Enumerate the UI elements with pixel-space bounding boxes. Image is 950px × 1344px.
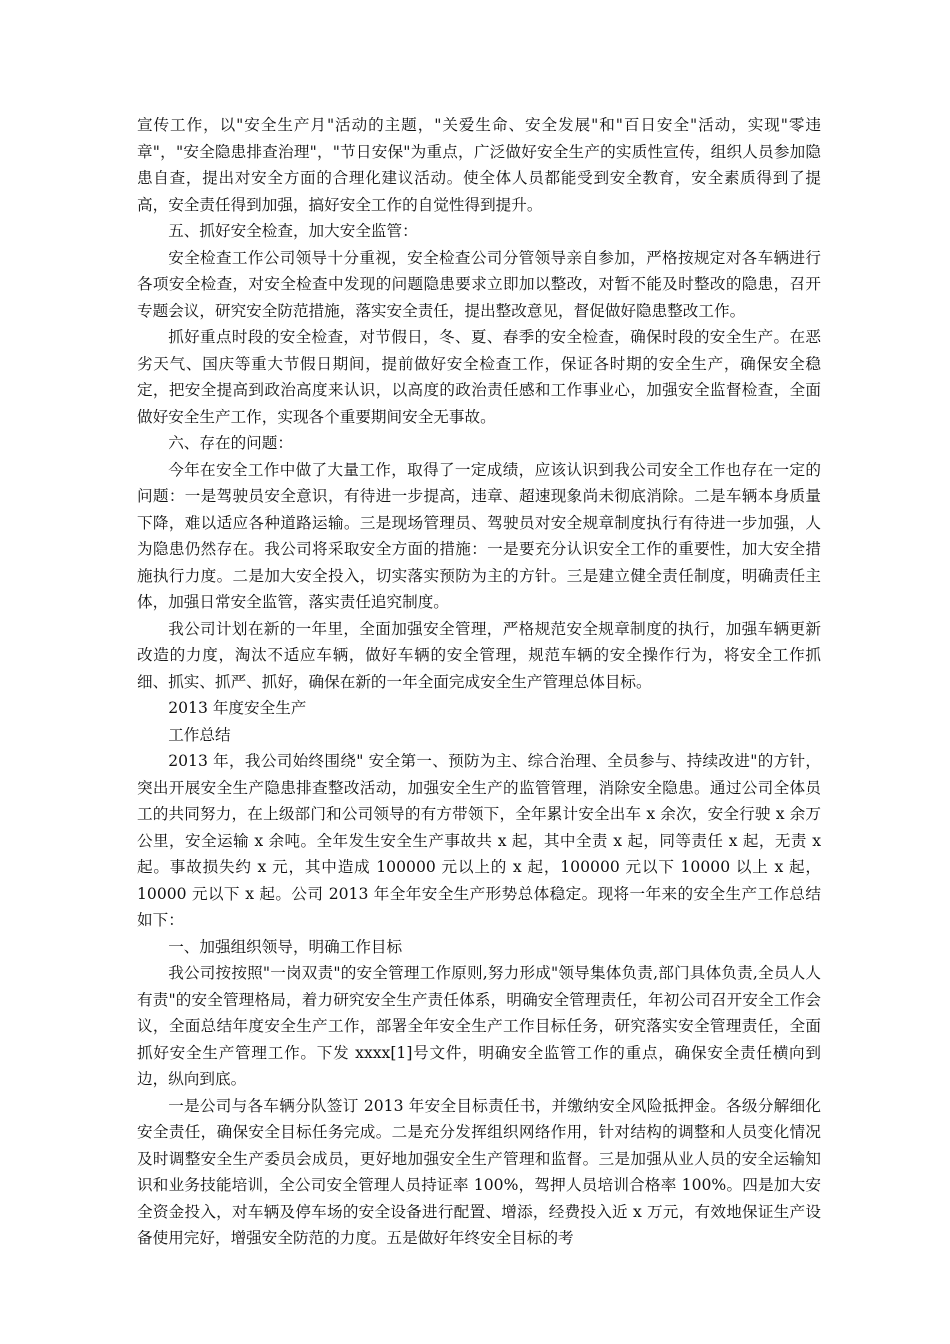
paragraph: 今年在安全工作中做了大量工作，取得了一定成绩，应该认识到我公司安全工作也存在一定的问题：一是驾驶员安全意识，有待进一步提高，违章、超速现象尚未彻底消除。二是车辆本身质量下降，难以适应各种道路运输。三是现场管理员、驾驶员对安全规章制度执行有待进一步加强，人为隐患仍然存在。我公司将采取安全方面的措施：一是要充分认识安全工作的重要性，加大安全措施执行力度。二是加大安全投入，切实落实预防为主的方针。三是建立健全责任制度，明确责任主体，加强日常安全监管，落实责任追究制度。 xyxy=(137,460,821,611)
document-title-line: 2013 年度安全生产 xyxy=(168,699,307,717)
document-title-line: 工作总结 xyxy=(168,725,231,744)
paragraph: 我公司按按照"一岗双责"的安全管理工作原则,努力形成"领导集体负责,部门具体负责,全员人人有责"的安全管理格局，着力研究安全生产责任体系，明确安全管理责任，年初公司召开安全工作会议，全面总结年度安全生产工作，部署全年安全生产工作目标任务，研究落实安全管理责任，全面抓好安全生产管理工作。下发 xxxx[1]号文件，明确安全监管工作的重点，确保安全责任横向到边，纵向到底。 xyxy=(137,964,821,1088)
paragraph: 一是公司与各车辆分队签订 2013 年安全目标责任书，并缴纳安全风险抵押金。各级分解细化安全责任，确保安全目标任务完成。二是充分发挥组织网络作用，针对结构的调整和人员变化情况及时调整安全生产委员会成员，更好地加强安全生产管理和监督。三是加强从业人员的安全运输知识和业务技能培训，全公司安全管理人员持证率 100%，驾押人员培训合格率 100%。四是加大安全资金投入，对车辆及停车场的安全设备进行配置、增添，经费投入近 x 万元，有效地保证生产设备使用完好，增强安全防范的力度。五是做好年终安全目标的考 xyxy=(137,1096,821,1247)
paragraph: 宣传工作，以"安全生产月"活动的主题，"关爱生命、安全发展"和"百日安全"活动，实现"零违章"，"安全隐患排查治理"，"节日安保"为重点，广泛做好安全生产的实质性宣传，组织人员参加隐患自查，提出对安全方面的合理化建议活动。使全体人员都能受到安全教育，安全素质得到了提高，安全责任得到加强，搞好安全工作的自觉性得到提升。 xyxy=(137,116,821,214)
paragraph: 安全检查工作公司领导十分重视，安全检查公司分管领导亲自参加，严格按规定对各车辆进行各项安全检查，对安全检查中发现的问题隐患要求立即加以整改，对暂不能及时整改的隐患，召开专题会议，研究安全防范措施，落实安全责任，提出整改意见，督促做好隐患整改工作。 xyxy=(137,248,821,320)
paragraph: 2013 年，我公司始终围绕" 安全第一、预防为主、综合治理、全员参与、持续改进"的方针，突出开展安全生产隐患排查整改活动，加强安全生产的监管管理，消除安全隐患。通过公司全体员工的共同努力，在上级部门和公司领导的有方带领下，全年累计安全出车 x 余次，安全行驶 x 余万公里，安全运输 x 余吨。全年发生安全生产事故共 x 起，其中全责 x 起，同等责任 x 起，无责 x 起。事故损失约 x 元，其中造成 100000 元以上的 x 起，100000 元以下 10000 以上 x 起，10000 元以下 x 起。公司 2013 年全年安全生产形势总体稳定。现将一年来的安全生产工作总结如下： xyxy=(137,752,821,929)
paragraph: 抓好重点时段的安全检查，对节假日，冬、夏、春季的安全检查，确保时段的安全生产。在恶劣天气、国庆等重大节假日期间，提前做好安全检查工作，保证各时期的安全生产，确保安全稳定，把安全提高到政治高度来认识，以高度的政治责任感和工作事业心，加强安全监督检查，全面做好安全生产工作，实现各个重要期间安全无事故。 xyxy=(137,328,821,426)
document-body xyxy=(137,112,821,1252)
paragraph: 我公司计划在新的一年里，全面加强安全管理，严格规范安全规章制度的执行，加强车辆更新改造的力度，淘汰不适应车辆，做好车辆的安全管理，规范车辆的安全操作行为，将安全工作抓细、抓实、抓严、抓好，确保在新的一年全面完成安全生产管理总体目标。 xyxy=(137,619,821,691)
section-heading: 六、存在的问题： xyxy=(168,434,293,452)
section-heading: 五、抓好安全检查，加大安全监管： xyxy=(168,222,418,240)
section-heading: 一、加强组织领导，明确工作目标 xyxy=(168,937,403,956)
